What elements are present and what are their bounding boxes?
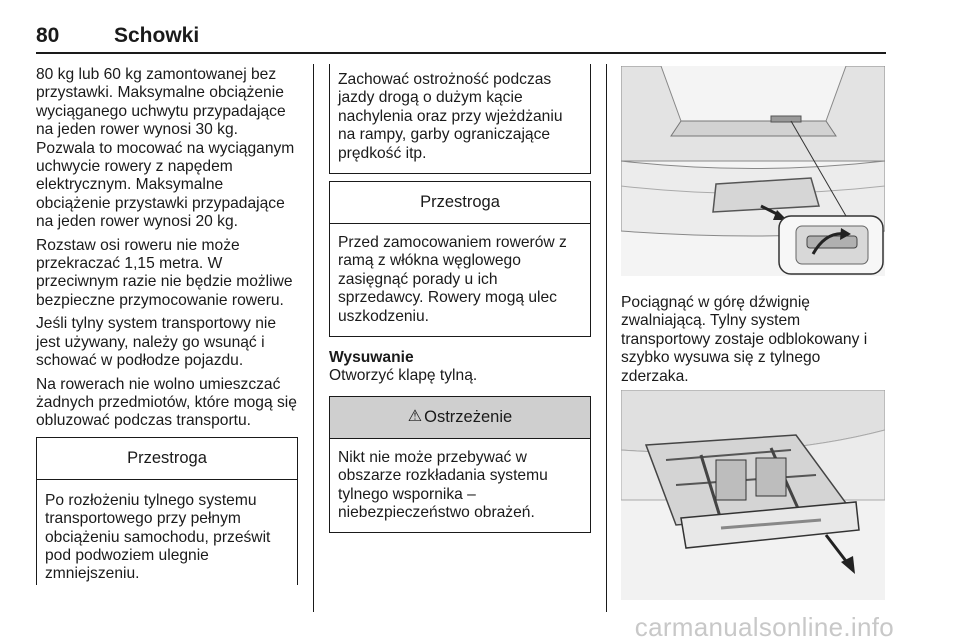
watermark: carmanualsonline.info (634, 612, 894, 642)
warning-box (329, 396, 591, 534)
caution-box-body: Po rozłożeniu tylnego systemu transportowego przy pełnym obciążeniu samochodu, prześwit pod podwoziem ulegnie zmniejszeniu. (45, 491, 271, 583)
paragraph: 80 kg lub 60 kg zamontowanej bez przystawki. Maksymalne obciążenie wyciąganego uchwytu przypadające na jeden rower wynosi 30 kg. Pozwala to mocować na wyciąganym uchwycie rowery z napędem elektrycznym. Maksymalne obciążenie przystawki przypadające na jeden rower wynosi 20 kg. (36, 66, 295, 231)
caution-box-continued (329, 64, 591, 174)
warning-box-body: Nikt nie może przebywać w obszarze rozkładania systemu tylnego wspornika – niebezpieczeństwo obrażeń. (338, 448, 548, 522)
paragraph: Jeśli tylny system transportowy nie jest używany, należy go wsunąć i schować w podłodze pojazdu. (36, 315, 277, 370)
caution-box (329, 181, 591, 337)
rear-carrier-sliding-out-illustration (621, 390, 885, 600)
caution-box-continued-text: Zachować ostrożność podczas jazdy drogą o dużym kącie nachylenia oraz przy wjeżdżaniu na rampy, garby ograniczające prędkość itp. (338, 71, 563, 162)
caution-box-title: Przestroga (37, 438, 297, 480)
caution-box-body: Przed zamocowaniem rowerów z ramą z włókna węglowego zasięgnąć porady u ich sprzedawcy. Rowery mogą ulec uszkodzeniu. (338, 234, 567, 325)
header-divider (36, 52, 886, 54)
subsection (329, 349, 591, 386)
caution-box-title: Przestroga (330, 182, 590, 224)
paragraph: Na rowerach nie wolno umieszczać żadnych przedmiotów, które mogą się obluzować podczas transportu. (36, 375, 297, 430)
warning-box-header (330, 397, 590, 439)
rear-bumper-release-lever-illustration (621, 66, 885, 276)
page-number: 80 (36, 24, 60, 47)
instruction-text: Otworzyć klapę tylną. (329, 367, 478, 385)
warning-box-title: Ostrzeżenie (424, 408, 513, 427)
column-divider-2 (606, 64, 607, 612)
figure-svg (621, 390, 885, 600)
section-title: Schowki (114, 24, 200, 47)
figure-svg (621, 66, 885, 276)
paragraph: Pociągnąć w górę dźwignię zwalniającą. Tylny system transportowy zostaje odblokowany i szybko wysuwa się z tylnego zderzaka. (621, 294, 868, 385)
page-header (36, 24, 886, 54)
column-2 (329, 64, 591, 533)
column-divider-1 (313, 64, 314, 612)
column-3-text (621, 294, 891, 391)
column-1 (36, 66, 298, 585)
warning-triangle-icon: ⚠ (407, 408, 423, 426)
subsection-heading: Wysuwanie (329, 349, 414, 367)
caution-box (36, 437, 298, 585)
paragraph: Rozstaw osi roweru nie może przekraczać 1,15 metra. W przeciwnym razie nie będzie możliwe bezpieczne przymocowanie roweru. (36, 236, 293, 309)
